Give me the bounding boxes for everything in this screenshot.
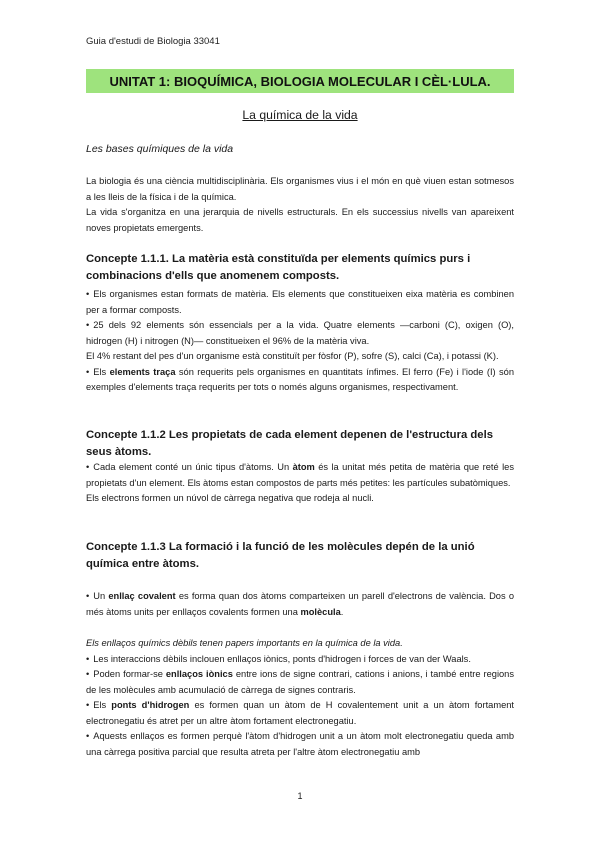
weak-bonds-bullet-3: • Els ponts d'hidrogen es formen quan un àtom de H covalentement unit a un àtom fortament electronegatiu és atret per un altre àtom fortament electronegatiu. xyxy=(86,698,514,729)
chapter-subtitle: La química de la vida xyxy=(242,108,358,122)
concept-3-body xyxy=(86,589,514,620)
intro-paragraph-2: La vida s'organitza en una jerarquia de nivells estructurals. En els successius nivells van apareixent noves propietats emergents. xyxy=(86,207,514,233)
concept-2-body xyxy=(86,460,514,507)
term-enllac-covalent: enllaç covalent xyxy=(108,591,176,601)
weak-bonds-bullet-4: • Aquests enllaços es formen perquè l'àtom d'hidrogen unit a un àtom molt electronegatiu queda amb una càrrega positiva parcial que resulta atreta per l'altre àtom electronegatiu amb xyxy=(86,729,514,760)
concept-1-paragraph: El 4% restant del pes d'un organisme està constituït per fòsfor (P), sofre (S), calci (Ca), i potassi (K). xyxy=(86,351,499,361)
running-header: Guia d'estudi de Biologia 33041 xyxy=(86,36,220,47)
concept-1-bullet-2: • 25 dels 92 elements són essencials per a la vida. Quatre elements —carboni (C), oxigen (O), hidrogen (H) i nitrogen (N)— constitueixen el 96% de la matèria viva. xyxy=(86,318,514,349)
term-enllacos-ionics: enllaços iònics xyxy=(165,669,233,679)
weak-bonds-bullet-2: • Poden formar-se enllaços iònics entre ions de signe contrari, cations i anions, i també entre regions de les molècules amb acumulació de càrrega de signes contraris. xyxy=(86,667,514,698)
term-elements-traca: elements traça xyxy=(109,366,176,377)
page-number: 1 xyxy=(297,791,303,801)
term-molecula: molècula xyxy=(300,606,341,617)
concept-1-bullet-1: • Els organismes estan formats de matèria. Els elements que constitueixen eixa matèria es combinen per a formar composts. xyxy=(86,287,514,318)
term-atom: àtom xyxy=(292,462,315,472)
weak-bonds-bullet-1: • Les interaccions dèbils inclouen enllaços iònics, ponts d'hidrogen i forces de van der Waals. xyxy=(86,652,514,668)
concept-2-paragraph: Els electrons formen un núvol de càrrega negativa que rodeja al nucli. xyxy=(86,493,374,503)
section-title: Les bases químiques de la vida xyxy=(86,143,234,155)
weak-bonds-title: Els enllaços químics dèbils tenen papers importants en la química de la vida. xyxy=(86,638,403,648)
weak-bonds-section xyxy=(86,636,514,760)
intro-paragraph-1: La biologia és una ciència multidisciplinària. Els organismes vius i el món en què viuen estan sotmesos a les lleis de la física i de la química. xyxy=(86,176,514,202)
concept-2-title: Concepte 1.1.2 Les propietats de cada element depenen de l'estructura dels seus àtoms. xyxy=(86,429,493,458)
unit-title-banner xyxy=(86,69,514,93)
concept-1-bullet-3: • Els elements traça són requerits pels organismes en quantitats ínfimes. El ferro (Fe) i l'iode (I) són exemples d'elements traça requerits per tots o només alguns organismes, respectivament. xyxy=(86,365,514,396)
unit-title: UNITAT 1: BIOQUÍMICA, BIOLOGIA MOLECULAR I CÈL·LULA. xyxy=(109,73,491,89)
intro-block xyxy=(86,174,514,236)
term-ponts-hidrogen: ponts d'hidrogen xyxy=(111,700,190,710)
concept-1-body xyxy=(86,287,514,396)
concept-1-title: Concepte 1.1.1. La matèria està constituïda per elements químics purs i combinacions d'ells que anomenem composts. xyxy=(86,253,471,282)
concept-2-bullet-1: • Cada element conté un únic tipus d'àtoms. Un àtom és la unitat més petita de matèria que reté les propietats d'un element. Els àtoms estan compostos de parts més petites: les partícules subatòmiques. xyxy=(86,460,514,491)
concept-3-bullet-1: • Un enllaç covalent es forma quan dos àtoms comparteixen un parell d'electrons de valència. Dos o més àtoms units per enllaços covalents formen una molècula. xyxy=(86,589,514,620)
concept-3-title: Concepte 1.1.3 La formació i la funció de les molècules depén de la unió química entre àtoms. xyxy=(86,541,475,570)
